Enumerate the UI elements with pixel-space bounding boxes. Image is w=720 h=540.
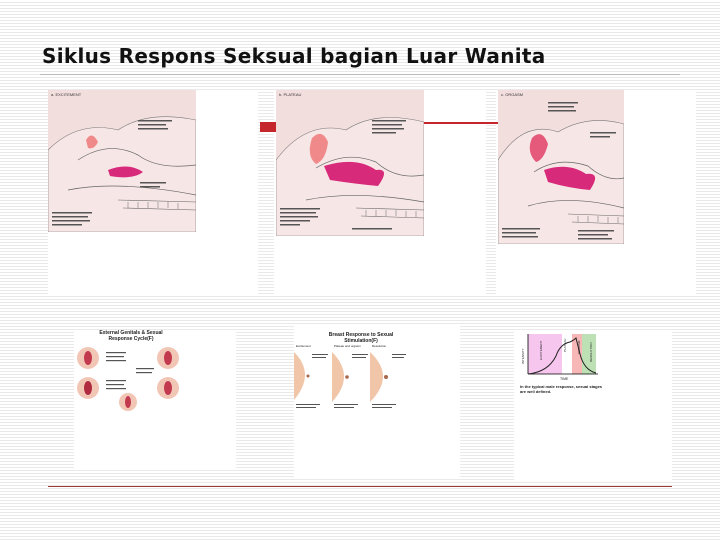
plateau-illustration bbox=[276, 90, 424, 236]
breast-header-excitement: Excitement bbox=[296, 344, 311, 348]
chart-caption: In the typical male response, sexual stages are well defined. bbox=[520, 384, 603, 394]
slide-title: Siklus Respons Seksual bagian Luar Wanita bbox=[42, 44, 546, 68]
breast-figure bbox=[294, 326, 408, 412]
breast-header-plateau: Plateau and orgasm bbox=[334, 344, 361, 348]
bottom-divider bbox=[48, 486, 672, 487]
genitalia-illustrations bbox=[74, 330, 188, 412]
phase-label-excitement: EXCITEMENT bbox=[539, 340, 543, 360]
orgasm-diagram bbox=[498, 90, 624, 244]
genitalia-figure bbox=[74, 330, 188, 412]
excitement-label: a. EXCITEMENT bbox=[51, 92, 82, 97]
excitement-diagram bbox=[48, 90, 196, 232]
breast-header-resolution: Resolution bbox=[372, 344, 387, 348]
breast-illustrations bbox=[294, 326, 408, 412]
phase-label-orgasm: ORGASM bbox=[577, 340, 581, 354]
orgasm-illustration bbox=[498, 90, 624, 244]
genitalia-title: External Genitals & Sexual Response Cycle(F) bbox=[99, 330, 163, 342]
accent-bar-right bbox=[424, 122, 500, 124]
response-cycle-chart bbox=[518, 332, 610, 404]
orgasm-label: c. ORGASM bbox=[501, 92, 524, 97]
excitement-illustration bbox=[48, 90, 196, 232]
x-axis-label: TIME bbox=[560, 377, 569, 381]
phase-label-resolution: RESOLUTION bbox=[589, 342, 593, 362]
y-axis-label: INTENSITY bbox=[521, 348, 525, 364]
plateau-diagram bbox=[276, 90, 424, 236]
breast-title: Breast Response to Sexual Stimulation(F) bbox=[328, 332, 394, 344]
phase-label-plateau: PLATEAU bbox=[563, 338, 567, 352]
title-divider bbox=[40, 74, 680, 75]
plateau-label: b. PLATEAU bbox=[279, 92, 302, 97]
accent-bar-left bbox=[260, 122, 276, 132]
